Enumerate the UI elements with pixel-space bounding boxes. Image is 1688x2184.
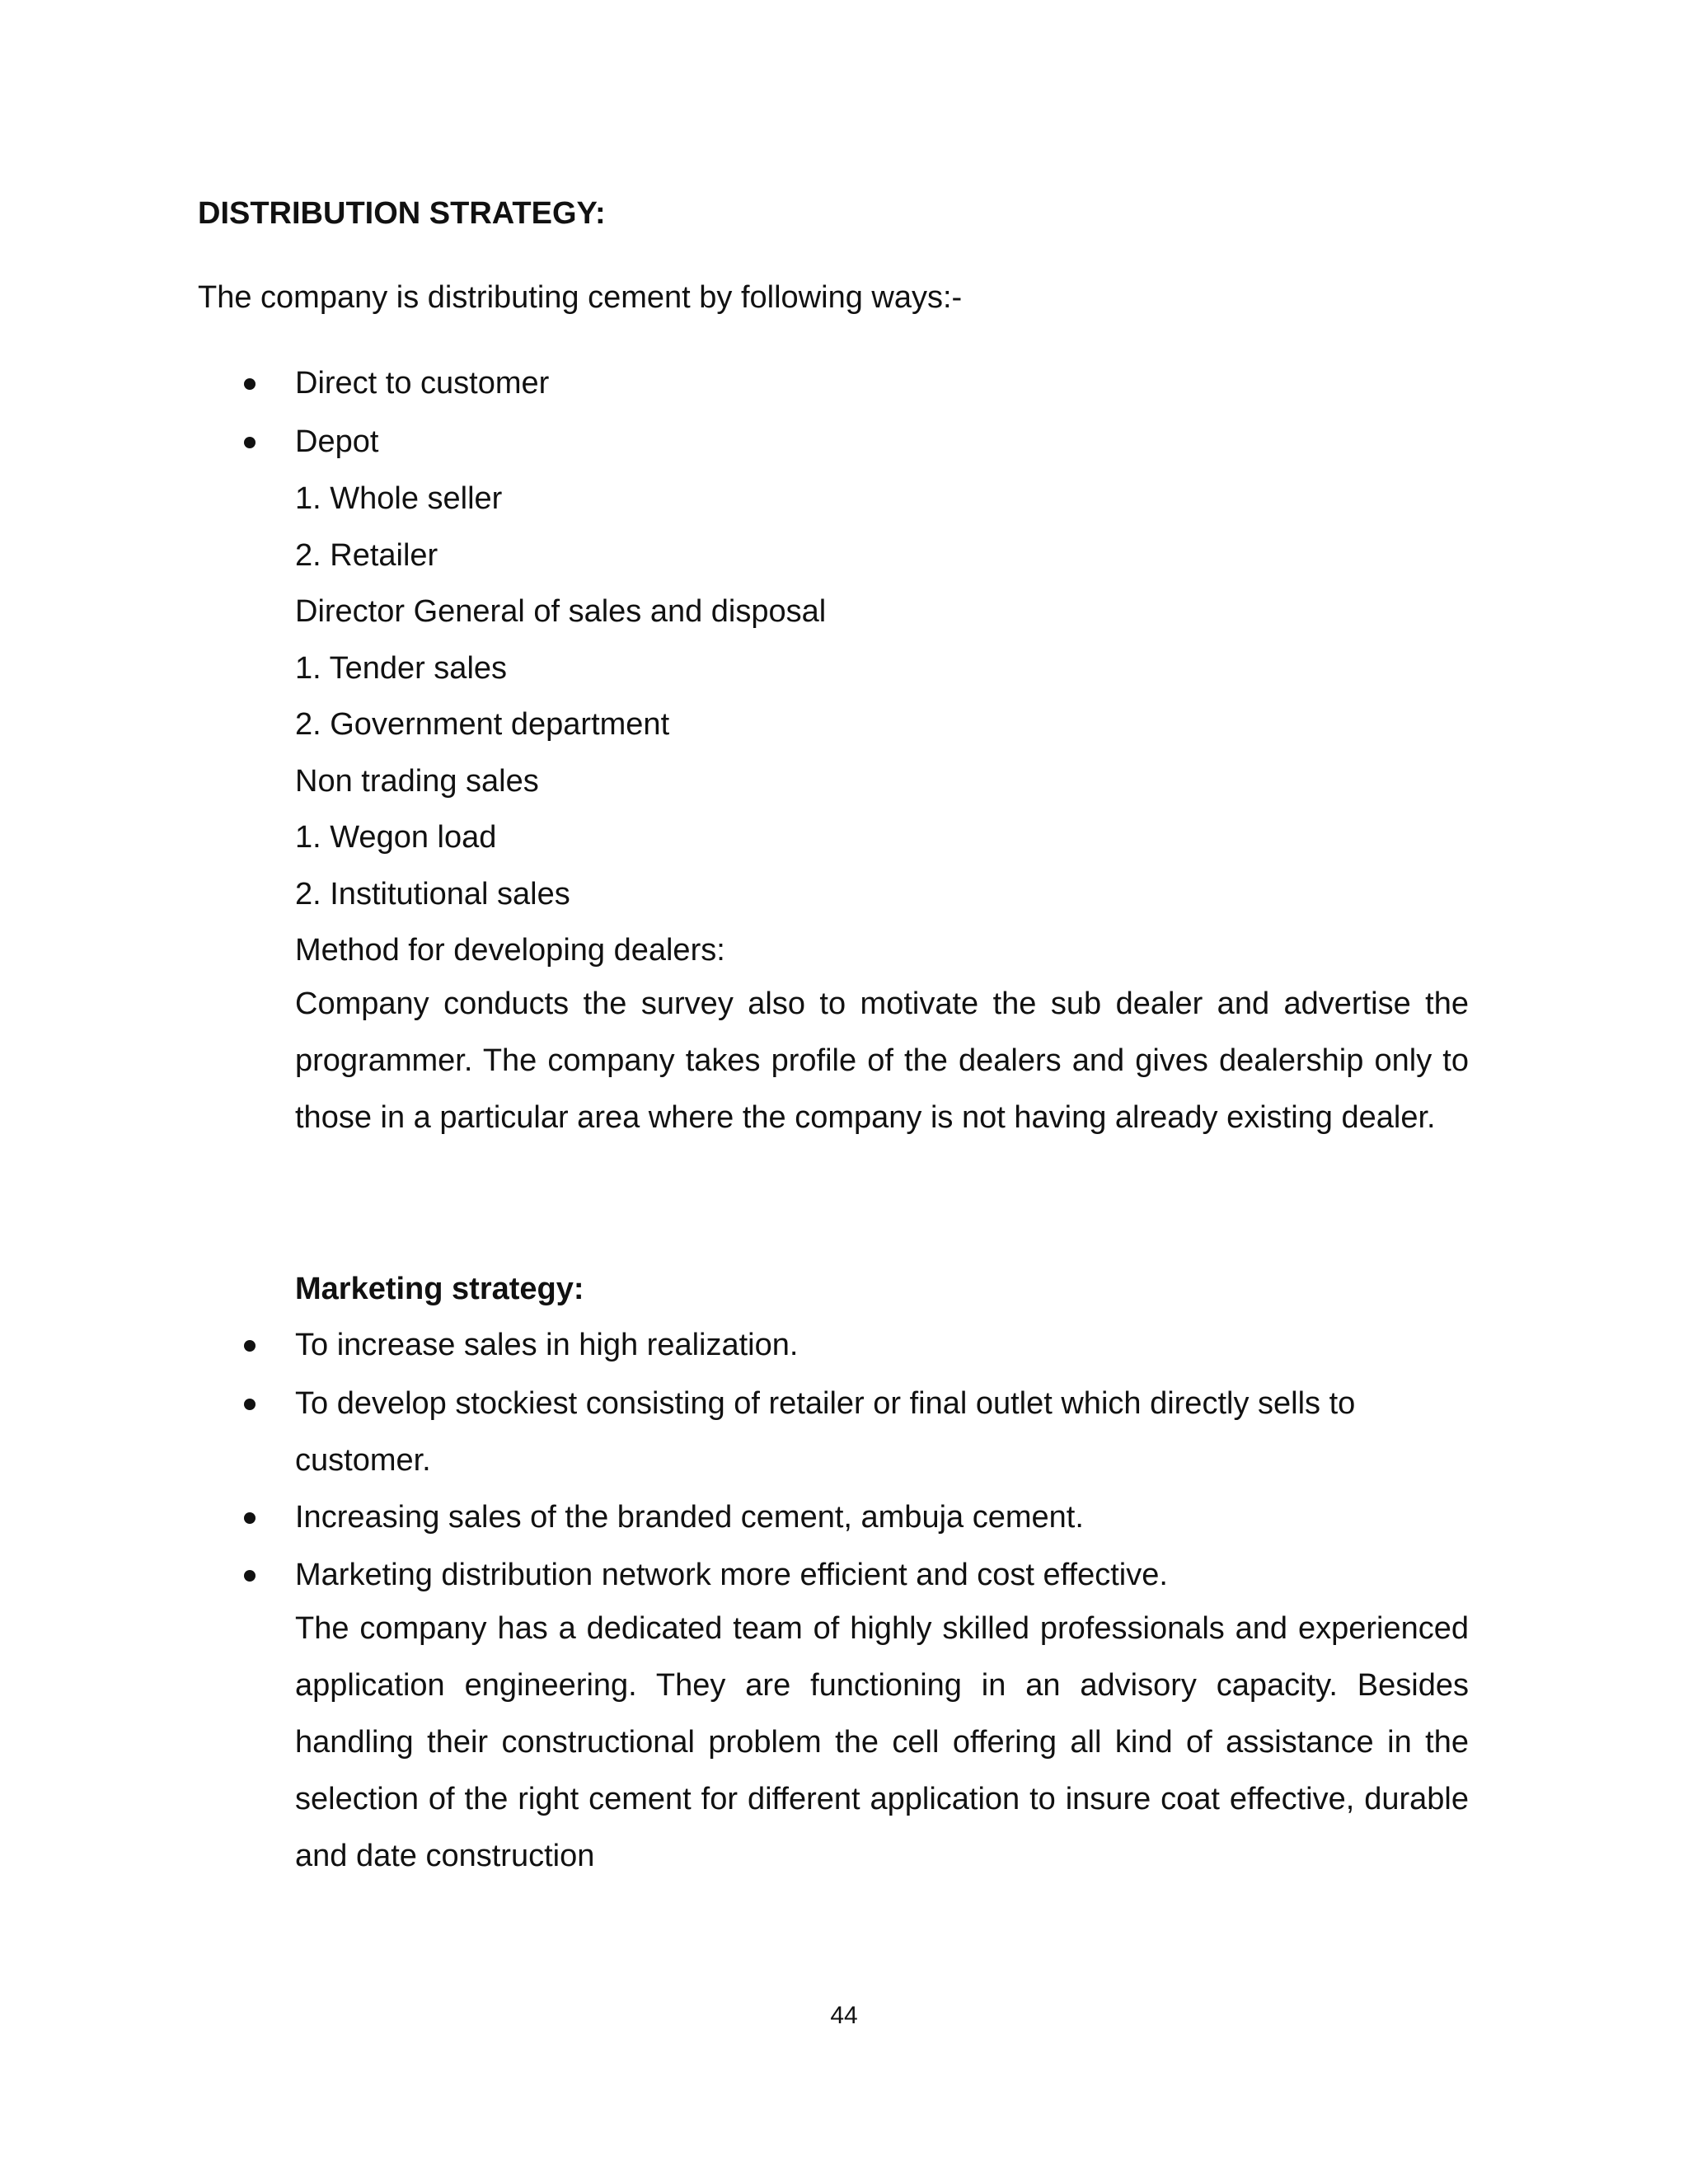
list-item-non-trading: Non trading sales — [295, 764, 539, 799]
marketing-bullet-3: Increasing sales of the branded cement, ambuja cement. — [295, 1500, 1084, 1535]
bullet-icon — [244, 1340, 256, 1352]
sub-item-institutional-sales: 2. Institutional sales — [295, 877, 570, 912]
sub-item-whole-seller: 1. Whole seller — [295, 481, 503, 516]
marketing-bullet-2-line-1: To develop stockiest consisting of retailer or final outlet which directly sells to — [295, 1386, 1356, 1421]
marketing-paragraph: The company has a dedicated team of highly skilled professionals and experienced application engineering. They are functioning in an advisory capacity. Besides handling their constructional problem the cell offering all kind of assistance in the selection of the right cement for different application to insure coat effective, durable and date construction — [295, 1611, 1469, 1873]
sub-item-tender-sales: 1. Tender sales — [295, 651, 508, 686]
bullet-icon — [244, 378, 256, 390]
dealers-paragraph: Company conducts the survey also to motivate the sub dealer and advertise the programmer. The company takes profile of the dealers and gives dealership only to those in a particular area where the company is not having already existing dealer. — [295, 987, 1469, 1135]
marketing-bullet-4: Marketing distribution network more efficient and cost effective. — [295, 1558, 1168, 1592]
bullet-icon — [244, 1512, 256, 1524]
intro-text: The company is distributing cement by following ways:- — [198, 280, 963, 315]
bullet-icon — [244, 437, 256, 448]
section-title: DISTRIBUTION STRATEGY: — [198, 196, 606, 231]
sub-item-retailer: 2. Retailer — [295, 538, 438, 573]
marketing-bullet-1: To increase sales in high realization. — [295, 1328, 799, 1362]
list-item-direct: Direct to customer — [295, 366, 550, 401]
page-number: 44 — [830, 2002, 858, 2029]
bullet-icon — [244, 1399, 256, 1410]
sub-item-government-department: 2. Government department — [295, 707, 670, 742]
list-item-dgsd: Director General of sales and disposal — [295, 594, 827, 629]
marketing-bullet-2-line-2: customer. — [295, 1443, 431, 1478]
sub-item-wegon-load: 1. Wegon load — [295, 820, 497, 855]
dealers-heading: Method for developing dealers: — [295, 933, 725, 968]
list-item-depot: Depot — [295, 424, 379, 459]
marketing-heading: Marketing strategy: — [295, 1272, 584, 1306]
bullet-icon — [244, 1570, 256, 1582]
